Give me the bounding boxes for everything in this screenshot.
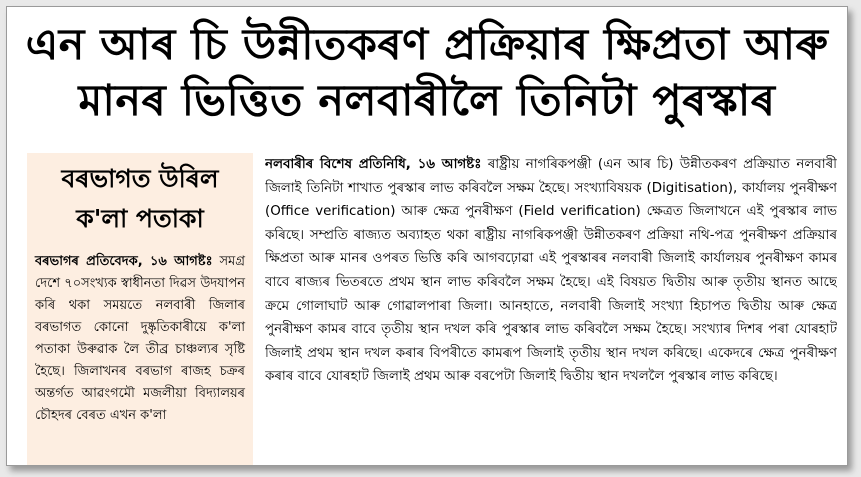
article-dateline: নলবাৰীৰ বিশেষ প্ৰতিনিধি, ১৬ আগষ্টঃ	[265, 157, 482, 172]
sidebar-body	[35, 251, 245, 427]
headline-line-2: মানৰ ভিত্তিত নলবাৰীলৈ তিনিটা পুৰস্কাৰ	[78, 76, 776, 126]
sidebar-title-line-2: ক'লা পতাকা	[76, 204, 204, 233]
sidebar-body-text: সমগ্ৰ দেশে ৭০সংখ্যক স্বাধীনতা দিৱস উদযাপন কৰি থকা সময়তে নলবাৰী জিলাৰ বৰভাগত কোনো দুষ্কৃতিকাৰীয়ে ক'লা পতাকা উৰুৱাক লৈ তীব্ৰ চাঞ্চল্যৰ সৃষ্টি হৈছে। জিলাখনৰ বৰভাগ ৰাজহ চক্ৰৰ অন্তৰ্গত আৱংগমৌ মজলীয়া বিদ্যালয়ৰ চৌহদৰ বেৰত এখন ক'লা	[35, 254, 245, 423]
headline	[7, 17, 847, 129]
sidebar-title-line-1: বৰভাগত উৰিল	[61, 164, 219, 193]
sidebar-title	[27, 153, 253, 239]
sidebar-dateline: বৰভাগৰ প্ৰতিবেদক, ১৬ আগষ্টঃ	[35, 254, 213, 269]
sidebar-article	[27, 153, 253, 465]
article-body-text: ৰাষ্ট্ৰীয় নাগৰিকপঞ্জী (এন আৰ চি) উন্নীতকৰণ প্ৰক্ৰিয়াত নলবাৰী জিলাই তিনিটা শাখাত পুৰস্কাৰ লাভ কৰিবলৈ সক্ষম হৈছে। সংখ্যাবিষয়ক (Digitisation), কাৰ্যালয় পুনৰীক্ষণ (Office verification) আৰু ক্ষেত্ৰ পুনৰীক্ষণ (Field verification) ক্ষেত্ৰত জিলাখনে এই পুৰস্কাৰ লাভ কৰিছে। সম্প্ৰতি ৰাজ্যত অব্যাহত থকা ৰাষ্ট্ৰীয় নাগৰিকপঞ্জী উন্নীতকৰণ প্ৰক্ৰিয়া নথি-পত্ৰ পুনৰীক্ষণ প্ৰক্ৰিয়াৰ ক্ষিপ্ৰতা আৰু মানৰ ওপৰত ভিত্তি কৰি আগবঢ়োৱা এই পুৰস্কাৰৰ নলবাৰী জিলাই কাৰ্যালয়ৰ পুনৰীক্ষণ কামৰ বাবে ৰাজ্যৰ ভিতৰতে প্ৰথম স্থান লাভ কৰিবলৈ সক্ষম হৈছে। এই বিষয়ত দ্বিতীয় আৰু তৃতীয় স্থানত আছে ক্ৰমে গোলাঘাট আৰু গোৱালপাৰা জিলা। আনহাতে, নলবাৰী জিলাই সংখ্যা হিচাপত দ্বিতীয় আৰু ক্ষেত্ৰ পুনৰীক্ষণ কামৰ বাবে তৃতীয় স্থান দখল কৰি পুৰস্কাৰ লাভ কৰিবলৈ সক্ষম হৈছে। সংখ্যাৰ দিশৰ পৰা যোৰহাট জিলাই প্ৰথম স্থান দখল কৰাৰ বিপৰীতে কামৰূপ জিলাই তৃতীয় স্থান দখল কৰিছে। একেদৰে ক্ষেত্ৰ পুনৰীক্ষণ কৰাৰ বাবে যোৰহাট জিলাই প্ৰথম আৰু বৰপেটা জিলাই দ্বিতীয় স্থান দখললৈ পুৰস্কাৰ লাভ কৰিছে।	[265, 157, 837, 385]
headline-line-1: এন আৰ চি উন্নীতকৰণ প্ৰক্ৰিয়াৰ ক্ষিপ্ৰতা আৰু	[25, 20, 829, 70]
newspaper-clipping	[6, 6, 848, 466]
main-article	[265, 153, 837, 465]
